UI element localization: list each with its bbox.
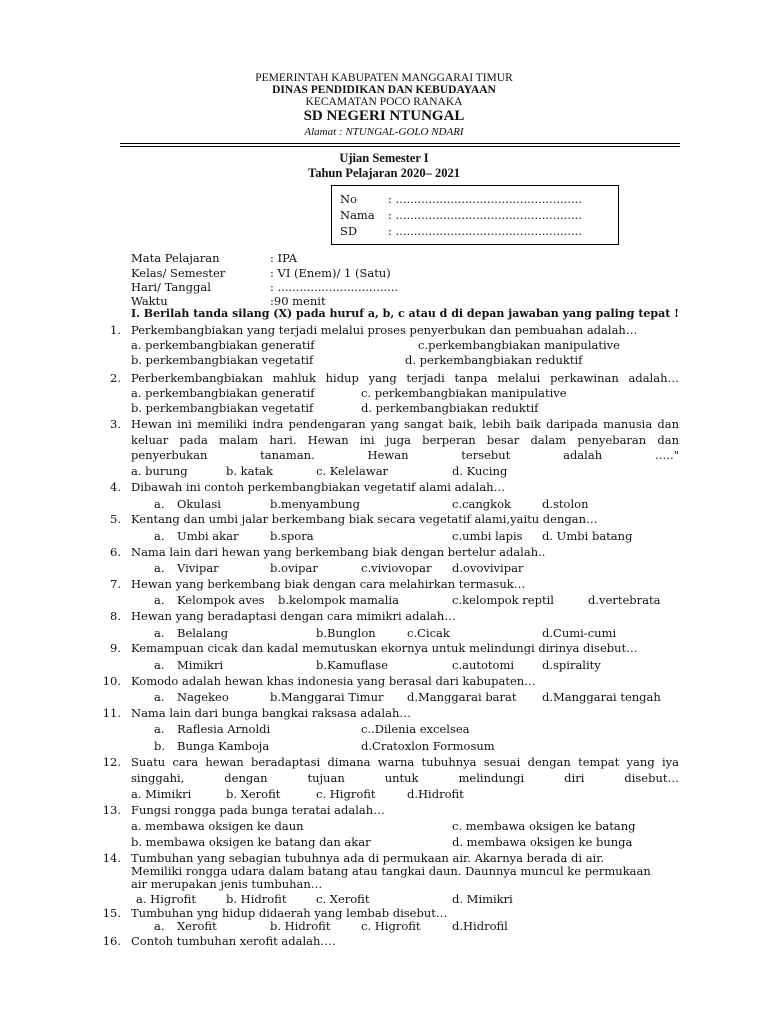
option-c[interactable]: c. perkembangbiakan manipulative (361, 386, 567, 400)
option-d[interactable]: d.ovovivipar (452, 561, 524, 575)
question-text: Dibawah ini contoh perkembangbiakan vegetatif alami adalah… (131, 480, 506, 494)
question-text: Komodo adalah hewan khas indonesia yang berasal dari kabupaten… (131, 674, 536, 688)
question-text-line: Suatu cara hewan beradaptasi dimana warna tubuhnya sesuai dengan tempat yang iya (131, 755, 679, 769)
question-number: 16. (102, 934, 121, 948)
question-text: Hewan yang beradaptasi dengan cara mimikri adalah… (131, 609, 456, 623)
exam-year: Tahun Pelajaran 2020– 2021 (308, 166, 460, 180)
option-c[interactable]: c. membawa oksigen ke batang (452, 819, 636, 833)
option-a[interactable]: a. Higrofit (136, 892, 196, 906)
id-sd-field[interactable]: : ................................................... (388, 224, 582, 238)
question-number: 3. (110, 417, 121, 431)
question-number: 4. (110, 480, 121, 494)
option-d[interactable]: d.stolon (542, 497, 589, 511)
option-a-letter[interactable]: a. (154, 722, 165, 736)
option-b[interactable]: b.Manggarai Timur (270, 690, 384, 704)
option-d[interactable]: d.Cumi-cumi (542, 626, 617, 640)
id-row-sd (340, 224, 582, 238)
question-number: 15. (102, 906, 121, 920)
question-number: 8. (110, 609, 121, 623)
question-text-line: keluar pada malam hari. Hewan ini juga berperan besar dalam penyebaran dan (131, 433, 679, 447)
id-row-no (340, 192, 582, 206)
option-a[interactable]: Raflesia Arnoldi (177, 722, 271, 736)
option-c[interactable]: c..Dilenia excelsea (361, 722, 470, 736)
school-address: Alamat : NTUNGAL-GOLO NDARI (304, 126, 464, 138)
student-id-box (331, 185, 619, 245)
option-a-letter[interactable]: a. (154, 690, 165, 704)
option-b[interactable]: b.Bunglon (316, 626, 376, 640)
option-a[interactable]: a. membawa oksigen ke daun (131, 819, 304, 833)
id-nama-field[interactable]: : ................................................... (388, 208, 582, 222)
option-d[interactable]: d. membawa oksigen ke bunga (452, 835, 633, 849)
option-a-letter[interactable]: a. (154, 919, 165, 933)
question-text: Kemampuan cicak dan kadal memutuskan ekornya untuk melindungi dirinya disebut… (131, 641, 638, 655)
option-c[interactable]: c.perkembangbiakan manipulative (418, 338, 620, 352)
header-divider-top (120, 143, 680, 144)
option-d[interactable]: d. perkembangbiakan reduktif (361, 401, 539, 415)
option-a[interactable]: a. perkembangbiakan generatif (131, 386, 315, 400)
option-b[interactable]: b. membawa oksigen ke batang dan akar (131, 835, 371, 849)
id-sd-label: SD (340, 224, 358, 238)
question-text-line: Memiliki rongga udara dalam batang atau tangkai daun. Daunnya muncul ke permukaan (131, 864, 651, 878)
question-text: Kentang dan umbi jalar berkembang biak secara vegetatif alami,yaitu dengan… (131, 512, 598, 526)
option-a-letter[interactable]: a. (154, 658, 165, 672)
school-name: SD NEGERI NTUNGAL (303, 108, 465, 124)
question-text-line: penyerbukan tanaman. Hewan tersebut adalah ….." (131, 448, 679, 462)
question-text: Nama lain dari bunga bangkai raksasa adalah… (131, 706, 411, 720)
question-text: Fungsi rongga pada bunga teratai adalah… (131, 803, 385, 817)
id-no-field[interactable]: : ................................................... (388, 192, 582, 206)
instruction: I. Berilah tanda silang (X) pada huruf a, b, c atau d di depan jawaban yang paling tepat ! (131, 307, 679, 320)
option-a[interactable]: a. burung (131, 464, 188, 478)
question-number: 9. (110, 641, 121, 655)
option-b[interactable]: b.ovipar (270, 561, 318, 575)
option-a-letter[interactable]: a. (154, 626, 165, 640)
option-d[interactable]: d. Kucing (452, 464, 508, 478)
id-row-nama (340, 208, 582, 222)
option-c[interactable]: c.Cicak (407, 626, 450, 640)
question-text: Perkembangbiakan yang terjadi melalui proses penyerbukan dan pembuahan adalah… (131, 323, 638, 337)
option-b[interactable]: b. Hidrofit (226, 892, 287, 906)
option-c[interactable]: c.cangkok (452, 497, 512, 511)
option-b[interactable]: b. Xerofit (226, 787, 281, 801)
option-a[interactable]: Vivipar (177, 561, 219, 575)
option-a-letter[interactable]: a. (154, 593, 165, 607)
option-b[interactable]: b.Kamuflase (316, 658, 389, 672)
option-a[interactable]: Xerofit (177, 919, 217, 933)
question-text: Contoh tumbuhan xerofit adalah…. (131, 934, 336, 948)
option-c[interactable]: d.Manggarai barat (407, 690, 517, 704)
option-a-letter[interactable]: a. (154, 529, 165, 543)
info-hari-value: : ................................. (270, 280, 399, 294)
option-d[interactable]: d.Hidrofil (452, 919, 508, 933)
option-c[interactable]: c.autotomi (452, 658, 515, 672)
question-number: 6. (110, 545, 121, 559)
header-government: PEMERINTAH KABUPATEN MANGGARAI TIMUR (255, 72, 513, 84)
option-b[interactable]: b. perkembangbiakan vegetatif (131, 353, 314, 367)
option-d[interactable]: d. perkembangbiakan reduktif (405, 353, 583, 367)
question-text: Nama lain dari hewan yang berkembang biak dengan bertelur adalah.. (131, 545, 546, 559)
question-text-line: air merupakan jenis tumbuhan… (131, 877, 323, 891)
question-number: 10. (102, 674, 121, 688)
question-text: Tumbuhan yng hidup didaerah yang lembab disebut… (131, 906, 448, 920)
question-text: Perberkembangbiakan mahluk hidup yang terjadi tanpa melalui perkawinan adalah… (131, 371, 679, 385)
option-d[interactable]: d.vertebrata (588, 593, 661, 607)
option-b[interactable]: b. perkembangbiakan vegetatif (131, 401, 314, 415)
option-d[interactable]: d.Manggarai tengah (542, 690, 661, 704)
info-hari-label: Hari/ Tanggal (131, 280, 211, 294)
option-b[interactable]: b.kelompok mamalia (278, 593, 399, 607)
option-a[interactable]: Okulasi (177, 497, 221, 511)
question-text-line: Hewan ini memiliki indra pendengaran yang sangat baik, lebih baik daripada manusia dan (131, 417, 679, 431)
question-number: 14. (102, 851, 121, 865)
question-number: 7. (110, 577, 121, 591)
header-divider-bottom (120, 146, 680, 147)
id-no-label: No (340, 192, 357, 206)
option-c[interactable]: c. Kelelawar (316, 464, 389, 478)
info-mapel-value: : IPA (270, 251, 298, 265)
option-c[interactable]: c. Higrofit (361, 919, 421, 933)
header-department: DINAS PENDIDIKAN DAN KEBUDAYAAN (272, 84, 496, 96)
option-a[interactable]: Umbi akar (177, 529, 239, 543)
option-d[interactable]: d.Cratoxlon Formosum (361, 739, 495, 753)
option-a[interactable]: a. perkembangbiakan generatif (131, 338, 315, 352)
exam-title: Ujian Semester I (339, 151, 429, 165)
option-a[interactable]: Nagekeo (177, 690, 229, 704)
option-a-letter[interactable]: a. (154, 497, 165, 511)
option-b[interactable]: b.menyambung (270, 497, 360, 511)
question-number: 12. (102, 755, 121, 769)
question-text: Hewan yang berkembang biak dengan cara melahirkan termasuk… (131, 577, 526, 591)
option-c[interactable]: c. Higrofit (316, 787, 376, 801)
question-number: 5. (110, 512, 121, 526)
option-c[interactable]: c.viviovopar (361, 561, 432, 575)
info-waktu-value: :90 menit (270, 294, 326, 308)
question-number: 2. (110, 371, 121, 385)
info-mapel-label: Mata Pelajaran (131, 251, 220, 265)
option-b[interactable]: Bunga Kamboja (177, 739, 270, 753)
option-d[interactable]: d. Umbi batang (542, 529, 633, 543)
option-d[interactable]: d.spirality (542, 658, 601, 672)
option-b-letter[interactable]: b. (154, 739, 166, 753)
option-b[interactable]: b. Hidrofit (270, 919, 331, 933)
option-b[interactable]: b. katak (226, 464, 273, 478)
option-a[interactable]: Belalang (177, 626, 229, 640)
question-text-line: Tumbuhan yang sebagian tubuhnya ada di permukaan air. Akarnya berada di air. (131, 851, 605, 865)
option-c[interactable]: c.umbi lapis (452, 529, 523, 543)
info-waktu-label: Waktu (131, 294, 168, 308)
option-a-letter[interactable]: a. (154, 561, 165, 575)
info-kelas-value: : VI (Enem)/ 1 (Satu) (270, 266, 391, 280)
option-c[interactable]: c.kelompok reptil (452, 593, 554, 607)
option-a[interactable]: Mimikri (177, 658, 224, 672)
option-d[interactable]: d. Mimikri (452, 892, 513, 906)
option-b[interactable]: b.spora (270, 529, 314, 543)
id-nama-label: Nama (340, 208, 375, 222)
option-a[interactable]: a. Mimikri (131, 787, 192, 801)
option-c[interactable]: c. Xerofit (316, 892, 370, 906)
info-kelas-label: Kelas/ Semester (131, 266, 226, 280)
header-district: KECAMATAN POCO RANAKA (305, 96, 463, 108)
question-number: 13. (102, 803, 121, 817)
option-d[interactable]: d.Hidrofit (407, 787, 464, 801)
option-a[interactable]: Kelompok aves (177, 593, 265, 607)
question-number: 1. (110, 323, 121, 337)
question-text-line: singgahi, dengan tujuan untuk melindungi diri disebut… (131, 771, 679, 785)
question-number: 11. (102, 706, 121, 720)
